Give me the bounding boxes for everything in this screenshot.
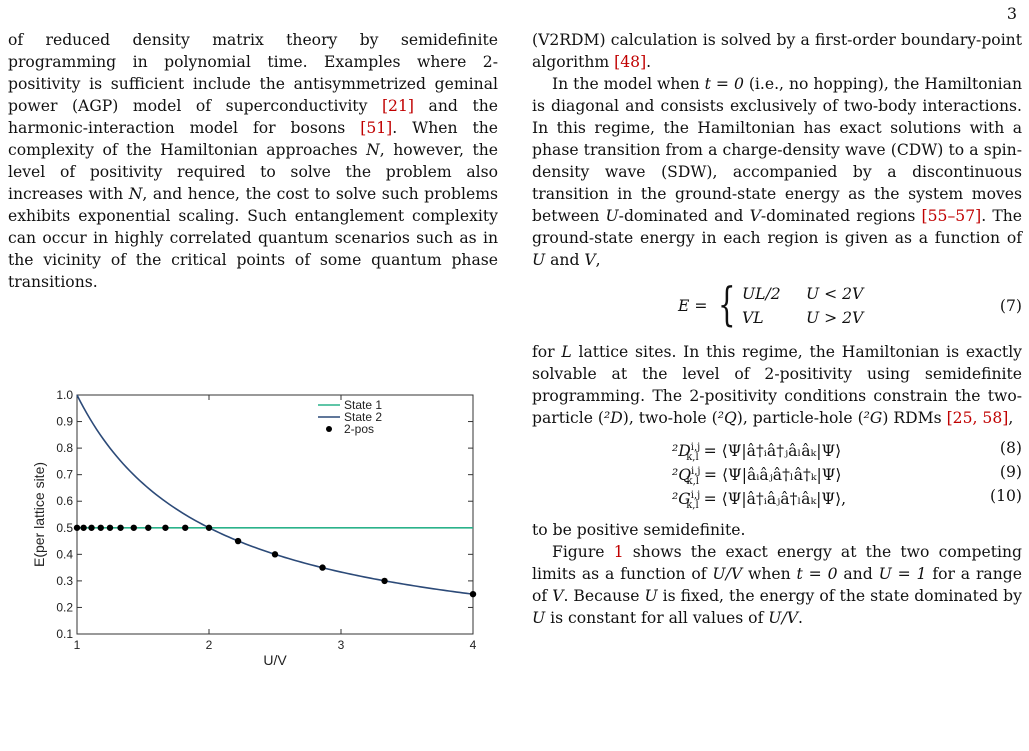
x-tick-label: 1 [73,638,81,652]
legend-state-1-label: State 1 [344,398,383,412]
figure-discussion-paragraph: Figure 1 shows the exact energy at the two competing limits as a function of U/V when t = 0 and U = 1 for a range of V. Because U is fixed, the energy of the state dominated by U is constant for all values of U/V. [532,543,1022,627]
data-point-2-pos [117,525,123,531]
semidefinite-line: to be positive semidefinite. [532,521,746,539]
y-tick-label: 0.2 [56,600,73,615]
eq7-lhs: E = [678,297,708,315]
intro-paragraph: of reduced density matrix theory by semidefinite programming in polynomial time. Examples where 2-positivity is sufficient include the antisymmetrized geminal power (AGP) model of superconductivity [21] and the harmonic-interaction model for bosons [51]. When the complexity of the Hamiltonian approaches N, however, the level of positivity required to solve the problem also increases with N, and hence, the cost to solve such problems exhibits exponential scaling. Such entanglement complexity can occur in highly correlated quantum scenarios such as in the vicinity of the critical points of some quantum phase transitions. [8,31,498,291]
data-point-2-pos [98,525,104,531]
data-point-2-pos [88,525,94,531]
y-tick-label: 0.6 [56,494,73,509]
right-column [532,29,1022,629]
data-point-2-pos [162,525,168,531]
y-tick-label: 0.4 [56,547,73,562]
y-tick-label: 0.9 [56,414,73,429]
series-state-2-curve [77,395,473,594]
data-point-2-pos [272,551,278,557]
y-axis-label: E(per lattice site) [31,461,47,568]
v2rdm-paragraph: (V2RDM) calculation is solved by a first-order boundary-point algorithm [48]. [532,31,1022,71]
legend-2-pos-swatch [326,426,332,432]
figure-1-link[interactable]: 1 [613,543,624,561]
y-tick-label: 0.3 [56,573,73,588]
citation-25-58[interactable]: [25, 58] [946,409,1009,427]
data-point-2-pos [319,564,325,570]
y-tick-label: 0.5 [56,520,73,535]
eq7-number: (7) [999,297,1022,315]
energy-chart [0,378,500,678]
y-tick-label: 1.0 [56,388,73,402]
data-point-2-pos [235,538,241,544]
data-point-2-pos [381,578,387,584]
equation-9: $^2Q^{i,j}_{k,l}$ = ⟨Ψ|âᵢâⱼâ†ₗâ†ₖ|Ψ⟩ (9) [672,463,1022,488]
eq7-case-2: VL U > 2V [742,309,864,327]
energy-chart-svg [0,378,500,678]
x-tick-label: 2 [205,638,213,652]
data-point-2-pos [80,525,86,531]
equation-10: $^2G^{i,j}_{k,l}$ = ⟨Ψ|â†ᵢâⱼâ†ₗâₖ|Ψ⟩, (10) [672,487,1022,512]
y-tick-label: 0.8 [56,441,73,456]
citation-48[interactable]: [48] [614,53,647,71]
citation-21[interactable]: [21] [381,97,414,115]
equation-7 [532,277,1022,333]
equation-8: $^2D^{i,j}_{k,l}$ = ⟨Ψ|â†ᵢâ†ⱼâₗâₖ|Ψ⟩ (8) [672,439,1022,464]
legend-2-pos-label: 2-pos [344,422,375,436]
legend-state-2-label: State 2 [344,410,383,424]
eq7-brace: { [718,277,736,331]
data-point-2-pos [182,525,188,531]
data-point-2-pos [206,525,212,531]
data-point-2-pos [145,525,151,531]
data-point-2-pos [107,525,113,531]
y-tick-label: 0.7 [56,467,73,482]
data-point-2-pos [131,525,137,531]
left-column [8,29,498,293]
data-point-2-pos [74,525,80,531]
citation-55-57[interactable]: [55–57] [921,207,982,225]
x-tick-label: 3 [337,638,345,652]
citation-51[interactable]: [51] [360,119,393,137]
eq7-case-1: UL/2 U < 2V [742,285,864,303]
plot-frame [77,395,473,634]
model-paragraph: In the model when t = 0 (i.e., no hopping), the Hamiltonian is diagonal and consists exclusively of two-body interactions. In this regime, the Hamiltonian has exact solutions with a phase transition from a charge-density wave (CDW) to a spin-density wave (SDW), accompanied by a discontinuous transition in the ground-state energy as the system moves between U-dominated and V-dominated regions [55–57]. The ground-state energy in each region is given as a function of U and V, [532,75,1023,269]
y-tick-label: 0.1 [56,627,73,641]
positivity-paragraph: for L lattice sites. In this regime, the Hamiltonian is exactly solvable at the level of 2-positivity using semidefinite programming. The 2-positivity conditions constrain the two-particle (²D), two-hole (²Q), particle-hole (²G) RDMs [25, 58], [532,343,1022,427]
x-axis-label: U/V [263,652,287,668]
data-point-2-pos [470,591,476,597]
x-tick-label: 4 [469,638,477,652]
page-number: 3 [1006,4,1017,23]
